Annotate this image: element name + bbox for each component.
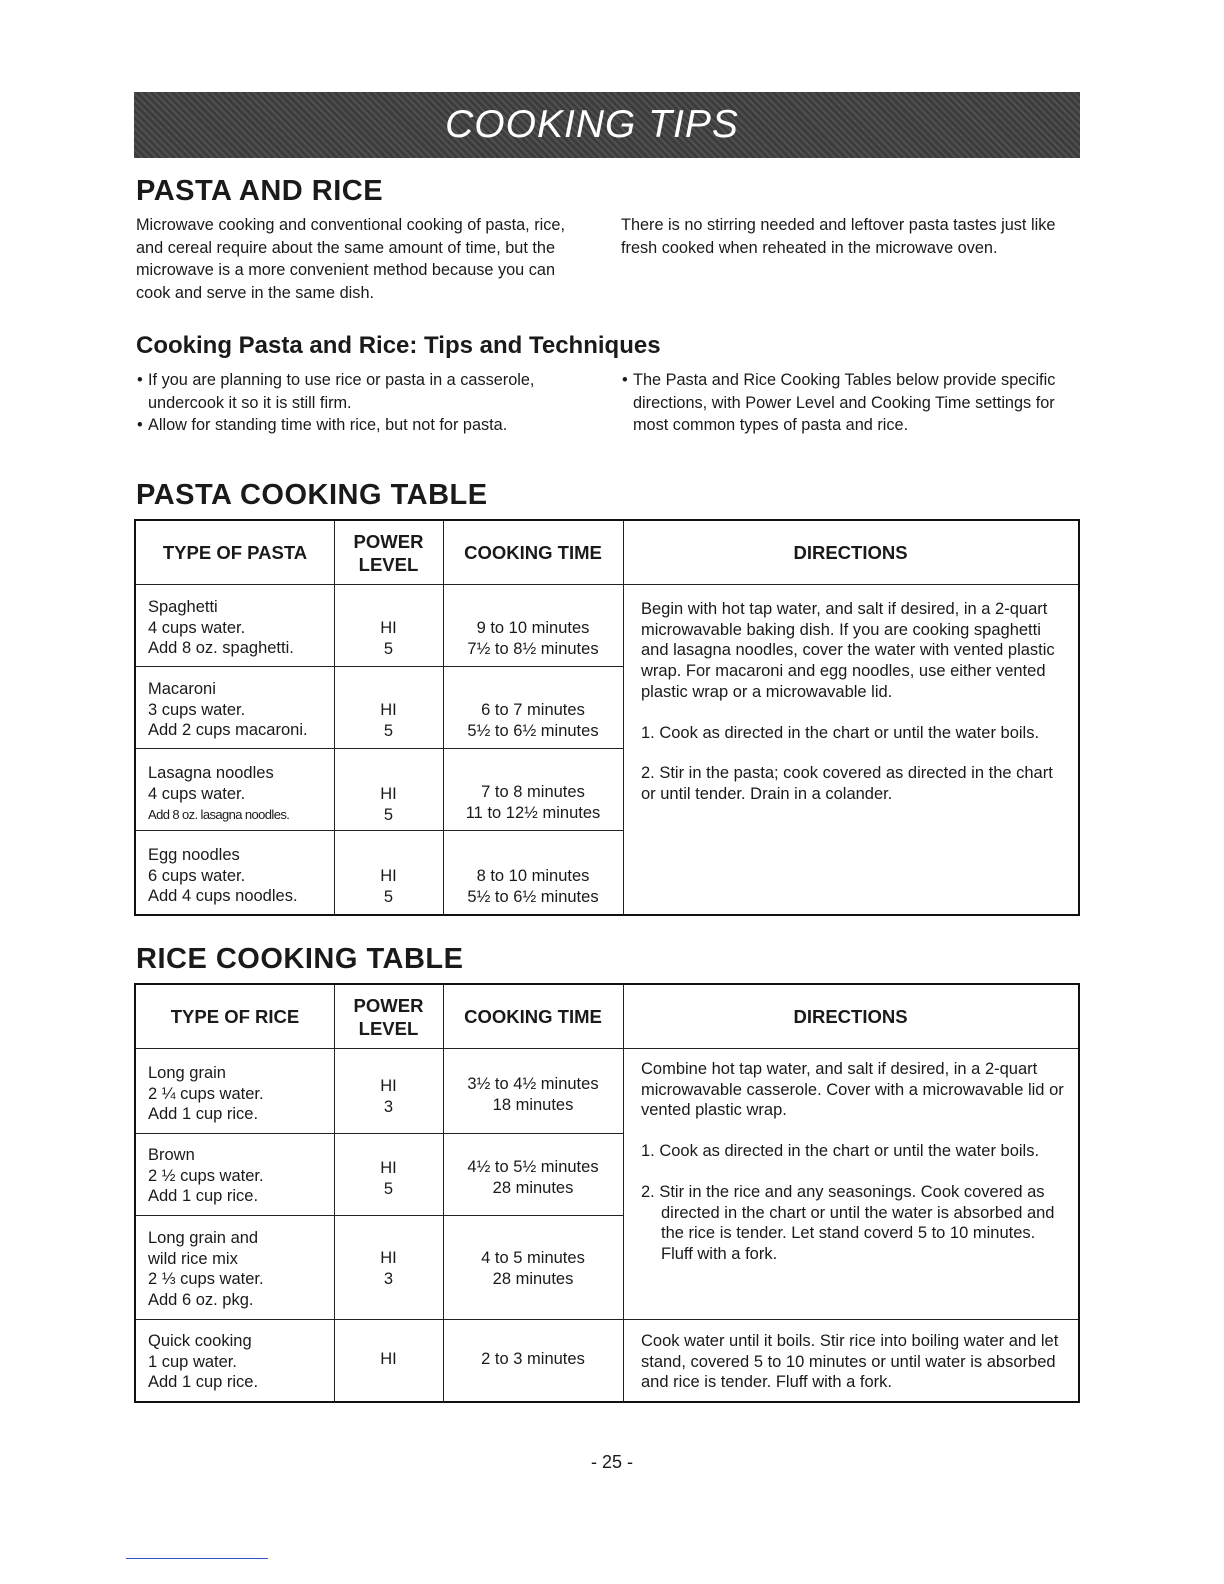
banner-title: COOKING TIPS bbox=[445, 103, 739, 146]
tips-left-list bbox=[136, 369, 596, 437]
pasta-power-egg-noodles: HI 5 bbox=[380, 867, 397, 906]
intro-left-paragraph: Microwave cooking and conventional cooking of pasta, rice, and cereal require about the same amount of time, but the microwave is a more convenient method because you can cook and serve in the same dish. bbox=[136, 216, 565, 303]
pasta-type-egg-noodles: Egg noodles 6 cups water. Add 4 cups noodles. bbox=[148, 846, 298, 906]
page-number: - 25 - bbox=[590, 1452, 633, 1472]
rice-directions-step-1: 1. Cook as directed in the chart or until the water boils. bbox=[641, 1142, 1040, 1161]
rice-table-heading: RICE COOKING TABLE bbox=[136, 943, 464, 975]
header-type-of-rice: TYPE OF RICE bbox=[170, 1006, 300, 1027]
tip-item: • If you are planning to use rice or pasta in a casserole, undercook it so it is still firm. bbox=[136, 369, 596, 414]
header-directions: DIRECTIONS bbox=[793, 1006, 908, 1027]
pasta-type-lasagna bbox=[148, 763, 334, 826]
header-cooking-time: COOKING TIME bbox=[464, 1006, 602, 1027]
tip-item: • Allow for standing time with rice, but not for pasta. bbox=[136, 414, 596, 437]
rice-quick-directions: Cook water until it boils. Stir rice into boiling water and let stand, covered 5 to 10 minutes or until water is absorbed and rice is tender. Fluff with a fork. bbox=[641, 1332, 1059, 1392]
rice-type-quick: Quick cooking 1 cup water. Add 1 cup rice. bbox=[148, 1332, 259, 1392]
pasta-time-spaghetti: 9 to 10 minutes 7½ to 8½ minutes bbox=[467, 619, 599, 658]
lasagna-type-text: Lasagna noodles 4 cups water. bbox=[148, 764, 274, 803]
rice-directions-intro: Combine hot tap water, and salt if desired, in a 2-quart microwavable casserole. Cover with a microwavable lid or vented plastic wrap. bbox=[641, 1060, 1064, 1120]
pasta-table-heading: PASTA COOKING TABLE bbox=[136, 479, 488, 511]
pasta-time-macaroni: 6 to 7 minutes 5½ to 6½ minutes bbox=[467, 701, 599, 740]
rice-type-long-grain: Long grain 2 ¼ cups water. Add 1 cup rice. bbox=[148, 1064, 264, 1124]
tips-heading: Cooking Pasta and Rice: Tips and Techniques bbox=[136, 332, 661, 359]
rice-type-wild-mix: Long grain and wild rice mix 2 ⅓ cups water. Add 6 oz. pkg. bbox=[148, 1229, 264, 1310]
rice-time-quick: 2 to 3 minutes bbox=[481, 1350, 585, 1368]
rice-directions-step-2: 2. Stir in the rice and any seasonings. Cook covered as directed in the chart or until the water is absorbed and the rice is tender. Let stand coverd 5 to 10 minutes. Fluff with a fork. bbox=[641, 1182, 1055, 1263]
pasta-type-spaghetti: Spaghetti 4 cups water. Add 8 oz. spaghetti. bbox=[148, 598, 294, 658]
rice-time-long-grain: 3½ to 4½ minutes 18 minutes bbox=[467, 1075, 599, 1114]
rice-time-wild-mix: 4 to 5 minutes 28 minutes bbox=[481, 1249, 585, 1288]
pasta-time-egg-noodles: 8 to 10 minutes 5½ to 6½ minutes bbox=[467, 867, 599, 906]
pasta-time-lasagna: 7 to 8 minutes 11 to 12½ minutes bbox=[465, 783, 601, 822]
header-type-of-pasta: TYPE OF PASTA bbox=[162, 542, 308, 563]
header-power-level: POWER LEVEL bbox=[353, 994, 424, 1039]
lasagna-add-text: Add 8 oz. lasagna noodles. bbox=[148, 807, 290, 823]
pasta-power-spaghetti: HI 5 bbox=[380, 619, 397, 658]
rice-time-brown: 4½ to 5½ minutes 28 minutes bbox=[467, 1158, 599, 1197]
pasta-cooking-table bbox=[134, 519, 1080, 916]
tips-right-list bbox=[621, 369, 1066, 437]
rice-power-long-grain: HI 3 bbox=[380, 1077, 397, 1116]
rice-power-wild-mix: HI 3 bbox=[380, 1249, 397, 1288]
pasta-power-lasagna: HI 5 bbox=[380, 785, 397, 824]
rice-directions bbox=[641, 1059, 1071, 1265]
pasta-and-rice-heading: PASTA AND RICE bbox=[136, 175, 384, 207]
rice-type-brown: Brown 2 ½ cups water. Add 1 cup rice. bbox=[148, 1146, 264, 1206]
tip-item: • The Pasta and Rice Cooking Tables below provide specific directions, with Power Level and Cooking Time settings for most common types of pasta and rice. bbox=[621, 369, 1066, 437]
pasta-directions-step-1: 1. Cook as directed in the chart or until the water boils. bbox=[641, 723, 1040, 742]
pasta-directions-intro: Begin with hot tap water, and salt if desired, in a 2-quart microwavable baking dish. If you are cooking spaghetti and lasagna noodles, cover the water with vented plastic wrap. For macaroni and egg noodles, use either vented plastic wrap or a microwavable lid. bbox=[641, 600, 1055, 701]
rice-power-brown: HI 5 bbox=[380, 1159, 397, 1198]
rice-cooking-table bbox=[134, 983, 1080, 1403]
header-power-level: POWER LEVEL bbox=[353, 530, 424, 575]
pasta-type-macaroni: Macaroni 3 cups water. Add 2 cups macaroni. bbox=[148, 680, 308, 740]
rice-power-quick: HI bbox=[380, 1350, 397, 1368]
pasta-directions bbox=[641, 599, 1071, 805]
pasta-directions-step-2: 2. Stir in the pasta; cook covered as directed in the chart or until tender. Drain in a colander. bbox=[641, 764, 1053, 803]
header-cooking-time: COOKING TIME bbox=[464, 542, 602, 563]
pasta-power-macaroni: HI 5 bbox=[380, 701, 397, 740]
footer-rule bbox=[126, 1558, 268, 1559]
cooking-tips-banner bbox=[134, 92, 1080, 158]
intro-right-paragraph: There is no stirring needed and leftover pasta tastes just like fresh cooked when reheated in the microwave oven. bbox=[621, 216, 1056, 257]
header-directions: DIRECTIONS bbox=[793, 542, 908, 563]
